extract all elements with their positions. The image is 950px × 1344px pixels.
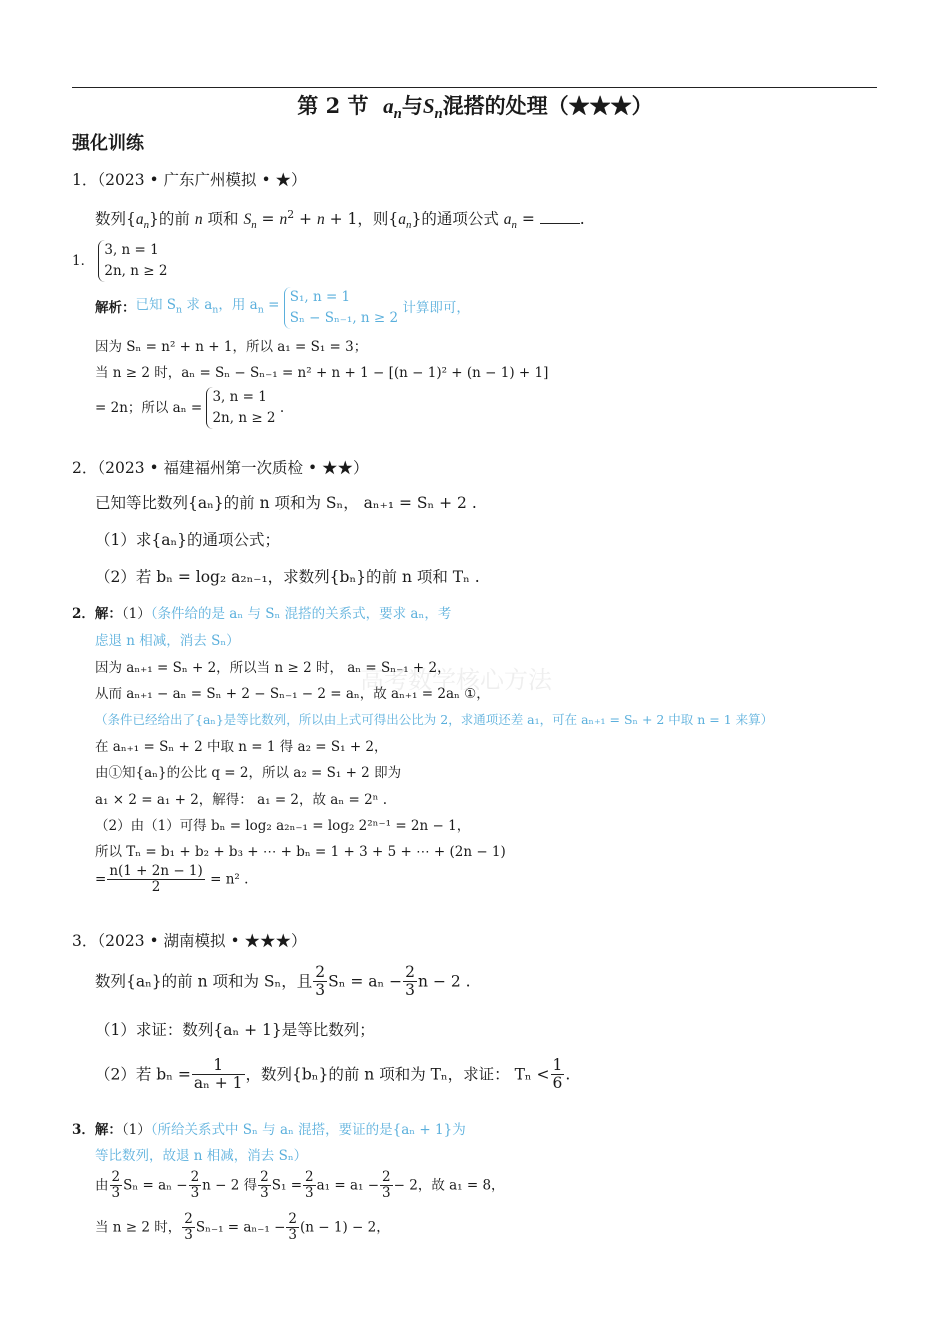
problem-3-solution-start: 3．解：（1）（所给关系式中 Sₙ 与 aₙ 混搭，要证的是{aₙ + 1}为 bbox=[72, 1122, 466, 1138]
problem-2-solution-start: 2．解：（1）（条件给的是 aₙ 与 Sₙ 混搭的关系式，要求 aₙ，考 bbox=[72, 606, 452, 622]
problem-1-stem: 数列$\{a_n\}$的前 n 项和 $S_n = n^2 + n + 1$，则$\{a_n\}$的通项公式 $a_n$ = . bbox=[95, 208, 585, 232]
problem-3-question-2: （2）若 bₙ = $\frac{1}{\text{aₙ + 1}}$ ，数列{bₙ}的前 n 项和为 Tₙ，求证： Tₙ < $\frac{1}{6}$ . bbox=[95, 1056, 571, 1093]
problem-1-answer: 1． 3, n = 1 2n, n ≥ 2 bbox=[72, 240, 167, 282]
problem-2-question-2: （2）若 bₙ = log₂ a₂ₙ₋₁，求数列{bₙ}的前 n 项和 Tₙ . bbox=[95, 568, 480, 586]
problem-2-heading: 2．（2023 • 福建福州第一次质检 • ★★） bbox=[72, 459, 369, 477]
problem-3-step-1: 由 $\frac{2}{3}$ Sₙ = aₙ − $\frac{2}{3}$ n − 2 得 $\frac{2}{3}$ S₁ = $\frac{2}{3}$ a₁ = a₁ − $\frac{2}{3}$ − 2，故 a₁ = 8， bbox=[95, 1169, 505, 1201]
problem-2-step-2: 从而 aₙ₊₁ − aₙ = Sₙ + 2 − Sₙ₋₁ − 2 = aₙ，故 aₙ₊₁ = 2aₙ ①， bbox=[95, 686, 490, 702]
watermark: 高考数学核心方法 bbox=[360, 666, 552, 694]
problem-3-question-1: （1）求证：数列{aₙ + 1}是等比数列； bbox=[95, 1021, 375, 1039]
page-title: 第 2 节 $a_n$与$S_n$混搭的处理（★★★） bbox=[297, 93, 653, 123]
problem-1-step-2: 当 n ≥ 2 时，aₙ = Sₙ − Sₙ₋₁ = n² + n + 1 − [(n − 1)² + (n − 1) + 1] bbox=[95, 365, 549, 381]
problem-2-stem: 已知等比数列{aₙ}的前 n 项和为 Sₙ， aₙ₊₁ = Sₙ + 2 . bbox=[95, 494, 477, 512]
problem-2-question-1: （1）求{aₙ}的通项公式； bbox=[95, 531, 281, 549]
problem-2-step-5: a₁ × 2 = a₁ + 2，解得： a₁ = 2，故 aₙ = 2ⁿ . bbox=[95, 792, 388, 808]
problem-3-heading: 3．（2023 • 湖南模拟 • ★★★） bbox=[72, 932, 307, 950]
problem-1-step-3: = 2n；所以 aₙ = 3, n = 1 2n, n ≥ 2 . bbox=[95, 387, 284, 429]
problem-1-hint: 解析：已知 $S_n$ 求 $a_n$，用 $a_n = S_1$, n = 1 Sₙ − Sₙ₋₁, n ≥ 2 计算即可， bbox=[95, 287, 470, 329]
problem-1-step-1: 因为 Sₙ = n² + n + 1，所以 a₁ = S₁ = 3； bbox=[95, 339, 368, 355]
problem-2-step-7: 所以 Tₙ = b₁ + b₂ + b₃ + ⋯ + bₙ = 1 + 3 + 5 + ⋯ + (2n − 1) bbox=[95, 844, 506, 860]
problem-2-hint-2: （条件已经给出了{aₙ}是等比数列，所以由上式可得出公比为 2，求通项还差 a₁，可在 aₙ₊₁ = Sₙ + 2 中取 n = 1 来算） bbox=[95, 712, 774, 727]
problem-2-hint-1b: 虑退 n 相减，消去 Sₙ） bbox=[95, 633, 240, 649]
problem-2-step-3: 在 aₙ₊₁ = Sₙ + 2 中取 n = 1 得 a₂ = S₁ + 2， bbox=[95, 739, 388, 755]
problem-3-step-2: 当 n ≥ 2 时， $\frac{2}{3}$ Sₙ₋₁ = aₙ₋₁ − $\frac{2}{3}$ (n − 1) − 2， bbox=[95, 1211, 390, 1243]
problem-2-step-6: （2）由（1）可得 bₙ = log₂ a₂ₙ₋₁ = log₂ 2²ⁿ⁻¹ = 2n − 1， bbox=[95, 818, 471, 834]
section-heading: 强化训练 bbox=[72, 133, 144, 154]
problem-1-heading: 1．（2023 • 广东广州模拟 • ★） bbox=[72, 171, 307, 189]
problem-2-step-4: 由①知{aₙ}的公比 q = 2，所以 a₂ = S₁ + 2 即为 bbox=[95, 765, 402, 781]
problem-2-step-1: 因为 aₙ₊₁ = Sₙ + 2，所以当 n ≥ 2 时， aₙ = Sₙ₋₁ + 2， bbox=[95, 660, 451, 676]
problem-3-hint-1b: 等比数列，故退 n 相减，消去 Sₙ） bbox=[95, 1148, 308, 1164]
top-rule bbox=[72, 87, 877, 88]
problem-2-step-8: = $\frac{n(1 + 2n - 1)}{2}$ = n² . bbox=[95, 863, 249, 895]
problem-3-stem: 数列{aₙ}的前 n 项和为 Sₙ，且 $\frac{2}{3}$ Sₙ = aₙ − $\frac{2}{3}$ n − 2 . bbox=[95, 963, 471, 1000]
